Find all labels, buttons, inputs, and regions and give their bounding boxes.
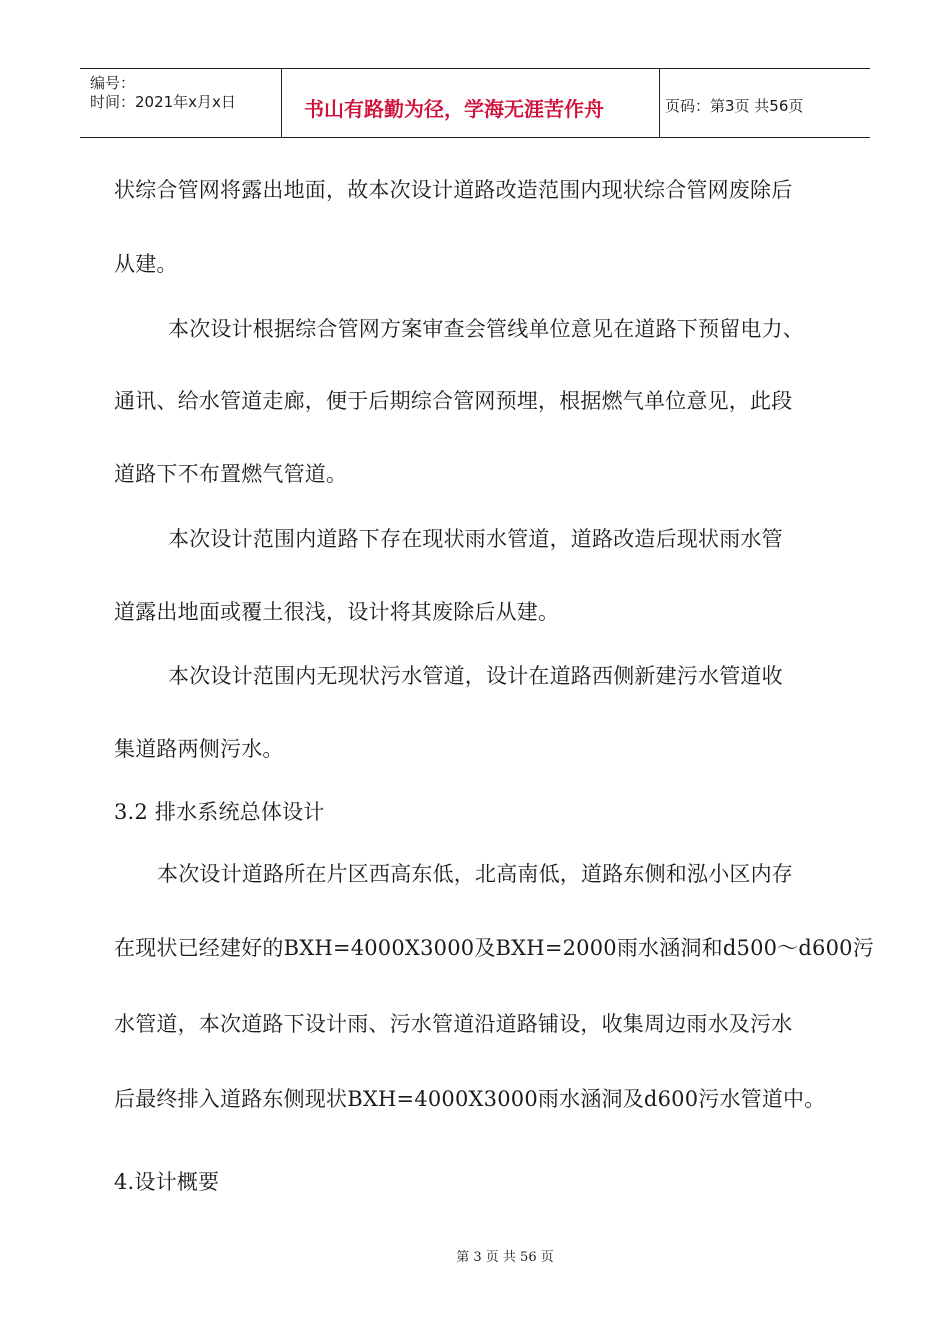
- paragraph-line: 水管道，本次道路下设计雨、污水管道沿道路铺设，收集周边雨水及污水: [114, 1012, 793, 1036]
- page-footer: 第 3 页 共 56 页: [456, 1250, 554, 1265]
- paragraph-line: 状综合管网将露出地面，故本次设计道路改造范围内现状综合管网废除后: [114, 178, 793, 202]
- header-motto: 书山有路勤为径，学海无涯苦作舟: [304, 97, 604, 121]
- paragraph-line: 从建。: [114, 252, 178, 276]
- page-header: [80, 68, 870, 138]
- paragraph-line: 本次设计根据综合管网方案审查会管线单位意见在道路下预留电力、: [168, 317, 804, 341]
- paragraph-line: 本次设计范围内无现状污水管道，设计在道路西侧新建污水管道收: [168, 664, 783, 688]
- paragraph-line: 后最终排入道路东侧现状BXH=4000X3000雨水涵洞及d600污水管道中。: [114, 1087, 826, 1111]
- section-heading: 4.设计概要: [114, 1170, 220, 1194]
- section-heading: 3.2 排水系统总体设计: [114, 800, 325, 824]
- header-meta-cell: [80, 69, 282, 137]
- document-time-label: 时间：2021年x月x日: [90, 93, 236, 111]
- paragraph-line: 道露出地面或覆土很浅，设计将其废除后从建。: [114, 600, 560, 624]
- header-motto-cell: [282, 69, 660, 137]
- header-page-cell: [660, 69, 870, 137]
- paragraph-line: 通讯、给水管道走廊，便于后期综合管网预埋，根据燃气单位意见，此段: [114, 389, 793, 413]
- paragraph-line: 本次设计道路所在片区西高东低，北高南低，道路东侧和泓小区内存: [157, 862, 793, 886]
- paragraph-line: 在现状已经建好的BXH=4000X3000及BXH=2000雨水涵洞和d500～d600污: [114, 936, 874, 960]
- paragraph-line: 集道路两侧污水。: [114, 737, 284, 761]
- document-number-label: 编号：: [90, 74, 136, 92]
- header-page-number: 页码：第3页 共56页: [665, 97, 804, 115]
- paragraph-line: 本次设计范围内道路下存在现状雨水管道，道路改造后现状雨水管: [168, 527, 783, 551]
- paragraph-line: 道路下不布置燃气管道。: [114, 462, 348, 486]
